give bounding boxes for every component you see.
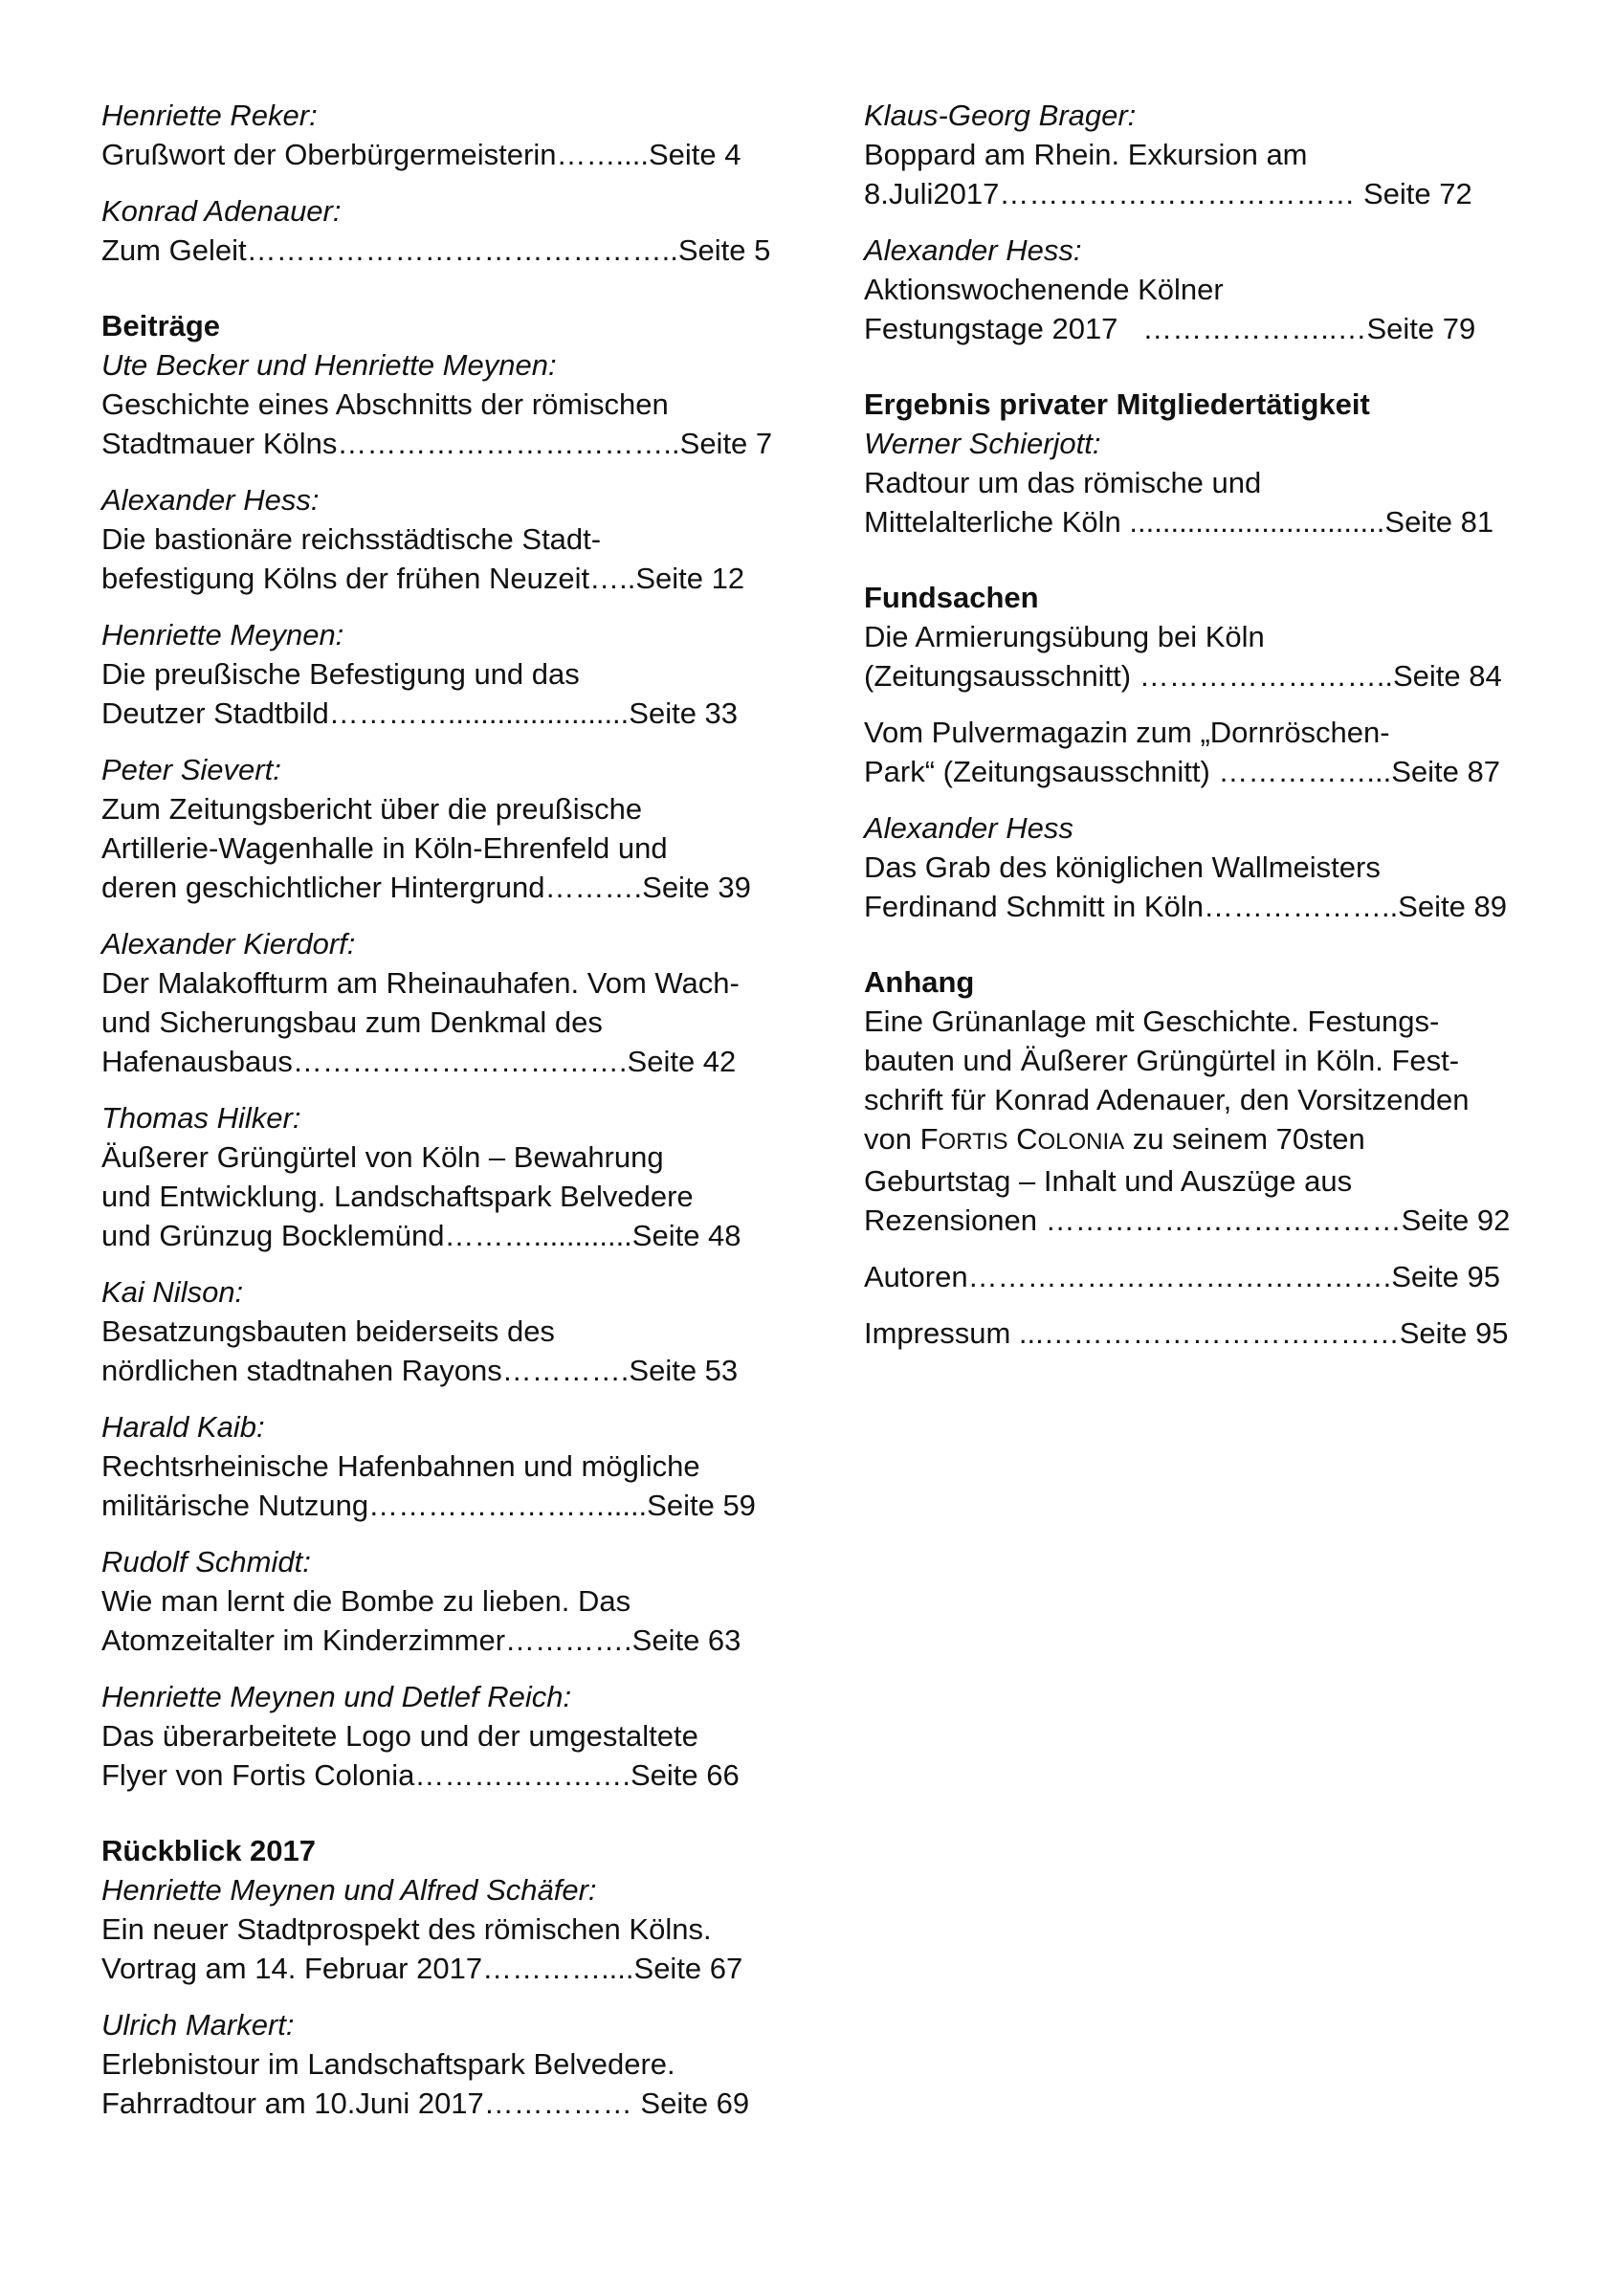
entry-title-line: und Grünzug Bocklemünd………............Seite 48 [101,1219,741,1252]
entry-title-line: bauten und Äußerer Grüngürtel in Köln. Fest- [864,1044,1460,1077]
toc-entry [864,231,1515,348]
toc-entry [101,1831,752,1988]
entry-title-line: Autoren…………………………………….Seite 95 [864,1260,1500,1293]
section-heading: Ergebnis privater Mitgliedertätigkeit [864,387,1370,421]
entry-title-line: Stadtmauer Kölns……………………………..Seite 7 [101,427,773,460]
toc-entry [101,306,773,463]
small-caps-rest: ORTIS [938,1129,1008,1155]
entry-title-line: Mittelalterliche Köln ...............................Seite 81 [864,505,1494,539]
entry-author: Alexander Kierdorf: [101,927,356,960]
toc-entry [101,96,752,174]
toc-entry [101,924,752,1081]
entry-author: Peter Sievert: [101,753,281,786]
section-heading: Beiträge [101,309,221,342]
toc-right-column [864,96,1515,1370]
toc-entry [101,191,771,270]
toc-left-column [101,96,773,2140]
toc-entry [101,1542,752,1660]
small-caps-rest: OLONIA [1037,1129,1125,1155]
entry-title-line: Vortrag am 14. Februar 2017…………....Seite 67 [101,1952,743,1985]
entry-title-line: deren geschichtlicher Hintergrund……….Seite 39 [101,871,751,904]
entry-title-line: Die preußische Befestigung und das [101,657,580,691]
section-heading: Anhang [864,965,975,999]
entry-title-line: und Sicherungsbau zum Denkmal des [101,1005,603,1039]
entry-title-line: Die Armierungsübung bei Köln [864,620,1265,653]
entry-title-line: und Entwicklung. Landschaftspark Belvedere [101,1180,694,1213]
entry-title-line: militärische Nutzung…………………….....Seite 59 [101,1489,756,1522]
toc-entry [101,615,752,733]
entry-author: Harald Kaib: [101,1410,265,1444]
toc-entry [864,962,1515,1240]
entry-title-line: Besatzungsbauten beiderseits des [101,1314,555,1348]
entry-author: Henriette Meynen: [101,618,344,651]
toc-entry [864,578,1515,695]
toc-entry [864,96,1515,213]
entry-title-line: Die bastionäre reichsstädtische Stadt- [101,522,602,556]
entry-author: Klaus-Georg Brager: [864,99,1137,132]
section-heading: Fundsachen [864,581,1039,614]
entry-title-line: Eine Grünanlage mit Geschichte. Festungs- [864,1004,1440,1038]
entry-title-line: Artillerie-Wagenhalle in Köln-Ehrenfeld und [101,831,668,865]
section-heading: Rückblick 2017 [101,1834,317,1867]
entry-title-line: Grußwort der Oberbürgermeisterin……....Seite 4 [101,138,741,171]
toc-entry [101,1407,756,1525]
text-fragment: zu seinem 70sten [1124,1122,1365,1156]
entry-title-line: Vom Pulvermagazin zum „Dornröschen- [864,716,1390,749]
toc-entry [864,1257,1515,1296]
entry-title-line: Impressum ...………………………………Seite 95 [864,1316,1509,1350]
small-caps-initial: C [1016,1122,1038,1156]
entry-author: Thomas Hilker: [101,1101,301,1135]
entry-title-line: Das überarbeitete Logo und der umgestaltete [101,1719,698,1753]
toc-entry [101,1272,752,1390]
entry-title-line: nördlichen stadtnahen Rayons………….Seite 53 [101,1354,739,1387]
entry-author: Henriette Meynen und Detlef Reich: [101,1680,572,1713]
toc-entry [864,385,1515,541]
entry-title-line: Erlebnistour im Landschaftspark Belvedere. [101,2047,675,2081]
entry-author: Alexander Hess [864,811,1073,845]
entry-title-line: befestigung Kölns der frühen Neuzeit…..Seite 12 [101,562,745,595]
entry-title-line: Äußerer Grüngürtel von Köln – Bewahrung [101,1140,664,1174]
entry-title-line: Ein neuer Stadtprospekt des römischen Kölns. [101,1912,712,1946]
entry-author: Konrad Adenauer: [101,194,342,228]
entry-title-line: Aktionswochenende Kölner [864,273,1224,306]
entry-title-line: Geburtstag – Inhalt und Auszüge aus [864,1164,1353,1198]
entry-title-line [864,1119,1515,1161]
entry-title-line: Zum Zeitungsbericht über die preußische [101,792,643,826]
entry-title-line: Rezensionen ………………………………Seite 92 [864,1203,1511,1237]
toc-entry [101,2005,752,2123]
toc-entry [864,713,1515,791]
entry-title-line: Zum Geleit……………………………………..Seite 5 [101,233,771,267]
entry-title-line: Atomzeitalter im Kinderzimmer………….Seite 63 [101,1623,741,1657]
entry-author: Kai Nilson: [101,1275,244,1309]
text-fragment: von [864,1122,920,1156]
entry-author: Alexander Hess: [101,483,320,517]
toc-entry [101,1677,752,1795]
toc-entry [101,1098,752,1255]
small-caps-initial: F [919,1122,939,1156]
entry-title-line: Hafenausbaus…………………………….Seite 42 [101,1045,737,1078]
entry-title-line: Wie man lernt die Bombe zu lieben. Das [101,1584,631,1618]
entry-author: Ulrich Markert: [101,2008,295,2042]
toc-entry [864,808,1515,926]
entry-title-line: Festungstage 2017 ………………..…Seite 79 [864,312,1476,345]
entry-title-line: Rechtsrheinische Hafenbahnen und mögliche [101,1449,700,1483]
entry-title-line: Der Malakoffturm am Rheinauhafen. Vom Wach- [101,966,740,1000]
text-fragment [1007,1122,1016,1156]
entry-author: Alexander Hess: [864,233,1082,267]
entry-title-line: 8.Juli2017……………………………… Seite 72 [864,177,1472,210]
entry-author: Henriette Meynen und Alfred Schäfer: [101,1873,597,1907]
entry-title-line: Boppard am Rhein. Exkursion am [864,138,1308,171]
entry-title-line: Ferdinand Schmitt in Köln………………..Seite 89 [864,890,1507,923]
entry-author: Rudolf Schmidt: [101,1545,311,1578]
entry-title-line: (Zeitungsausschnitt) ……………………..Seite 84 [864,659,1502,693]
entry-title-line: Park“ (Zeitungsausschnitt) ……………...Seite 87 [864,755,1501,788]
entry-title-line: Das Grab des königlichen Wallmeisters [864,850,1381,884]
entry-title-line: Fahrradtour am 10.Juni 2017…………… Seite 69 [101,2086,750,2120]
entry-title-line: Flyer von Fortis Colonia………………….Seite 66 [101,1758,740,1792]
toc-entry [864,1314,1515,1353]
entry-title-line: Geschichte eines Abschnitts der römischen [101,387,669,421]
toc-entry [101,480,752,598]
entry-title-line: Deutzer Stadtbild…………......................Seite 33 [101,696,739,730]
entry-author: Werner Schierjott: [864,427,1101,460]
entry-title-line: schrift für Konrad Adenauer, den Vorsitzenden [864,1083,1470,1116]
toc-entry [101,750,752,907]
entry-author: Henriette Reker: [101,99,318,132]
entry-author: Ute Becker und Henriette Meynen: [101,348,557,382]
entry-title-line: Radtour um das römische und [864,466,1262,499]
